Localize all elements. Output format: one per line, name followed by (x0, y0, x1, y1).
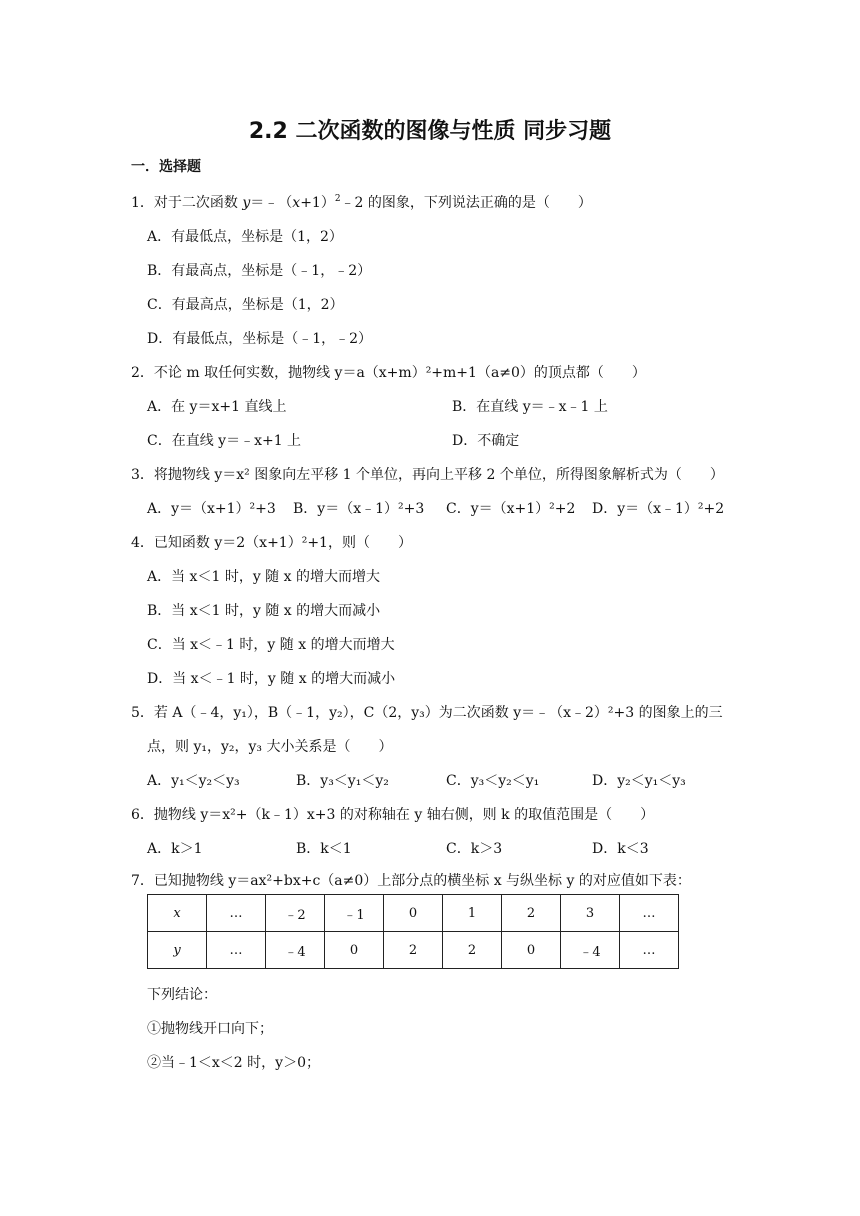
question-4: 4．已知函数 y＝2（x+1）²+1，则（ ） (131, 535, 412, 551)
conclusion-1: ①抛物线开口向下； (147, 1021, 273, 1037)
q1-text-a: 1．对于二次函数 (131, 195, 243, 211)
q1-option-c: C．有最高点，坐标是（1，2） (147, 297, 344, 313)
table-cell: 1 (443, 895, 502, 932)
q4-option-b: B．当 x＜1 时，y 随 x 的增大而减小 (147, 603, 381, 619)
q1-text-e: +1） (300, 195, 335, 211)
table-cell: 2 (384, 932, 443, 969)
q5-option-c: C．y₃＜y₂＜y₁ (446, 773, 540, 789)
table-cell: … (620, 932, 679, 969)
q4-option-a: A．当 x＜1 时，y 随 x 的增大而增大 (147, 569, 380, 585)
question-6: 6．抛物线 y＝x²+（k﹣1）x+3 的对称轴在 y 轴右侧，则 k 的取值范围是（ ） (131, 807, 655, 823)
q1-var-x: x (292, 195, 301, 211)
table-cell: 0 (502, 932, 561, 969)
q2-option-c: C．在直线 y＝﹣x+1 上 (147, 433, 302, 449)
question-5-line-2: 点，则 y₁，y₂，y₃ 大小关系是（ ） (147, 739, 393, 755)
q6-option-c: C．k＞3 (446, 841, 503, 857)
q5-option-d: D．y₂＜y₁＜y₃ (592, 773, 686, 789)
q2-option-d: D．不确定 (452, 433, 520, 449)
table-cell: 0 (384, 895, 443, 932)
q5-option-b: B．y₃＜y₁＜y₂ (296, 773, 389, 789)
q6-option-d: D．k＜3 (592, 841, 649, 857)
table-cell: 3 (561, 895, 620, 932)
page-title: 2.2 二次函数的图像与性质 同步习题 (248, 119, 612, 144)
table-cell: ﹣4 (561, 932, 620, 969)
q2-option-a: A．在 y＝x+1 直线上 (147, 399, 287, 415)
table-cell: 2 (502, 895, 561, 932)
q1-var-y: y (242, 195, 251, 211)
q3-option-b: B．y＝（x﹣1）²+3 (293, 501, 425, 517)
table-cell: 0 (325, 932, 384, 969)
q1-text-g: ﹣2 的图象，下列说法正确的是（ ） (340, 195, 592, 211)
q1-option-a: A．有最低点，坐标是（1，2） (147, 229, 343, 245)
q2-option-b: B．在直线 y＝﹣x﹣1 上 (452, 399, 608, 415)
table-cell: … (620, 895, 679, 932)
value-table (147, 894, 679, 969)
section-heading: 一．选择题 (131, 159, 201, 175)
q1-text-c: ＝﹣（ (250, 195, 293, 211)
table-row-y (148, 932, 679, 969)
question-5-line-1: 5．若 A（﹣4，y₁），B（﹣1，y₂），C（2，y₃）为二次函数 y＝﹣（x﹣2）²+3 的图象上的三 (131, 705, 723, 721)
table-cell: … (207, 932, 266, 969)
table-cell: 2 (443, 932, 502, 969)
q1-option-b: B．有最高点，坐标是（﹣1，﹣2） (147, 263, 372, 279)
question-2: 2．不论 m 取任何实数，抛物线 y＝a（x+m）²+m+1（a≠0）的顶点都（ ） (131, 365, 646, 381)
q3-option-c: C．y＝（x+1）²+2 (446, 501, 576, 517)
q5-option-a: A．y₁＜y₂＜y₃ (147, 773, 240, 789)
q4-option-c: C．当 x＜﹣1 时，y 随 x 的增大而增大 (147, 637, 395, 653)
table-cell: x (148, 895, 207, 932)
q6-option-a: A．k＞1 (147, 841, 203, 857)
q6-option-b: B．k＜1 (296, 841, 352, 857)
conclusions-label: 下列结论： (147, 987, 217, 1003)
table-cell: … (207, 895, 266, 932)
q3-option-a: A．y＝（x+1）²+3 (147, 501, 276, 517)
conclusion-2: ②当﹣1＜x＜2 时，y＞0； (147, 1055, 320, 1071)
table-cell: ﹣4 (266, 932, 325, 969)
question-3: 3．将抛物线 y＝x² 图象向左平移 1 个单位，再向上平移 2 个单位，所得图象解析式为（ ） (131, 467, 724, 483)
q3-option-d: D．y＝（x﹣1）²+2 (592, 501, 725, 517)
table-cell: y (148, 932, 207, 969)
q4-option-d: D．当 x＜﹣1 时，y 随 x 的增大而减小 (147, 671, 396, 687)
table-cell: ﹣2 (266, 895, 325, 932)
question-1 (131, 192, 592, 212)
q1-exponent: 2 (334, 194, 341, 204)
table-row-x (148, 895, 679, 932)
question-7: 7．已知抛物线 y＝ax²+bx+c（a≠0）上部分点的横坐标 x 与纵坐标 y 的对应值如下表： (131, 873, 691, 889)
table-cell: ﹣1 (325, 895, 384, 932)
q1-option-d: D．有最低点，坐标是（﹣1，﹣2） (147, 331, 373, 347)
